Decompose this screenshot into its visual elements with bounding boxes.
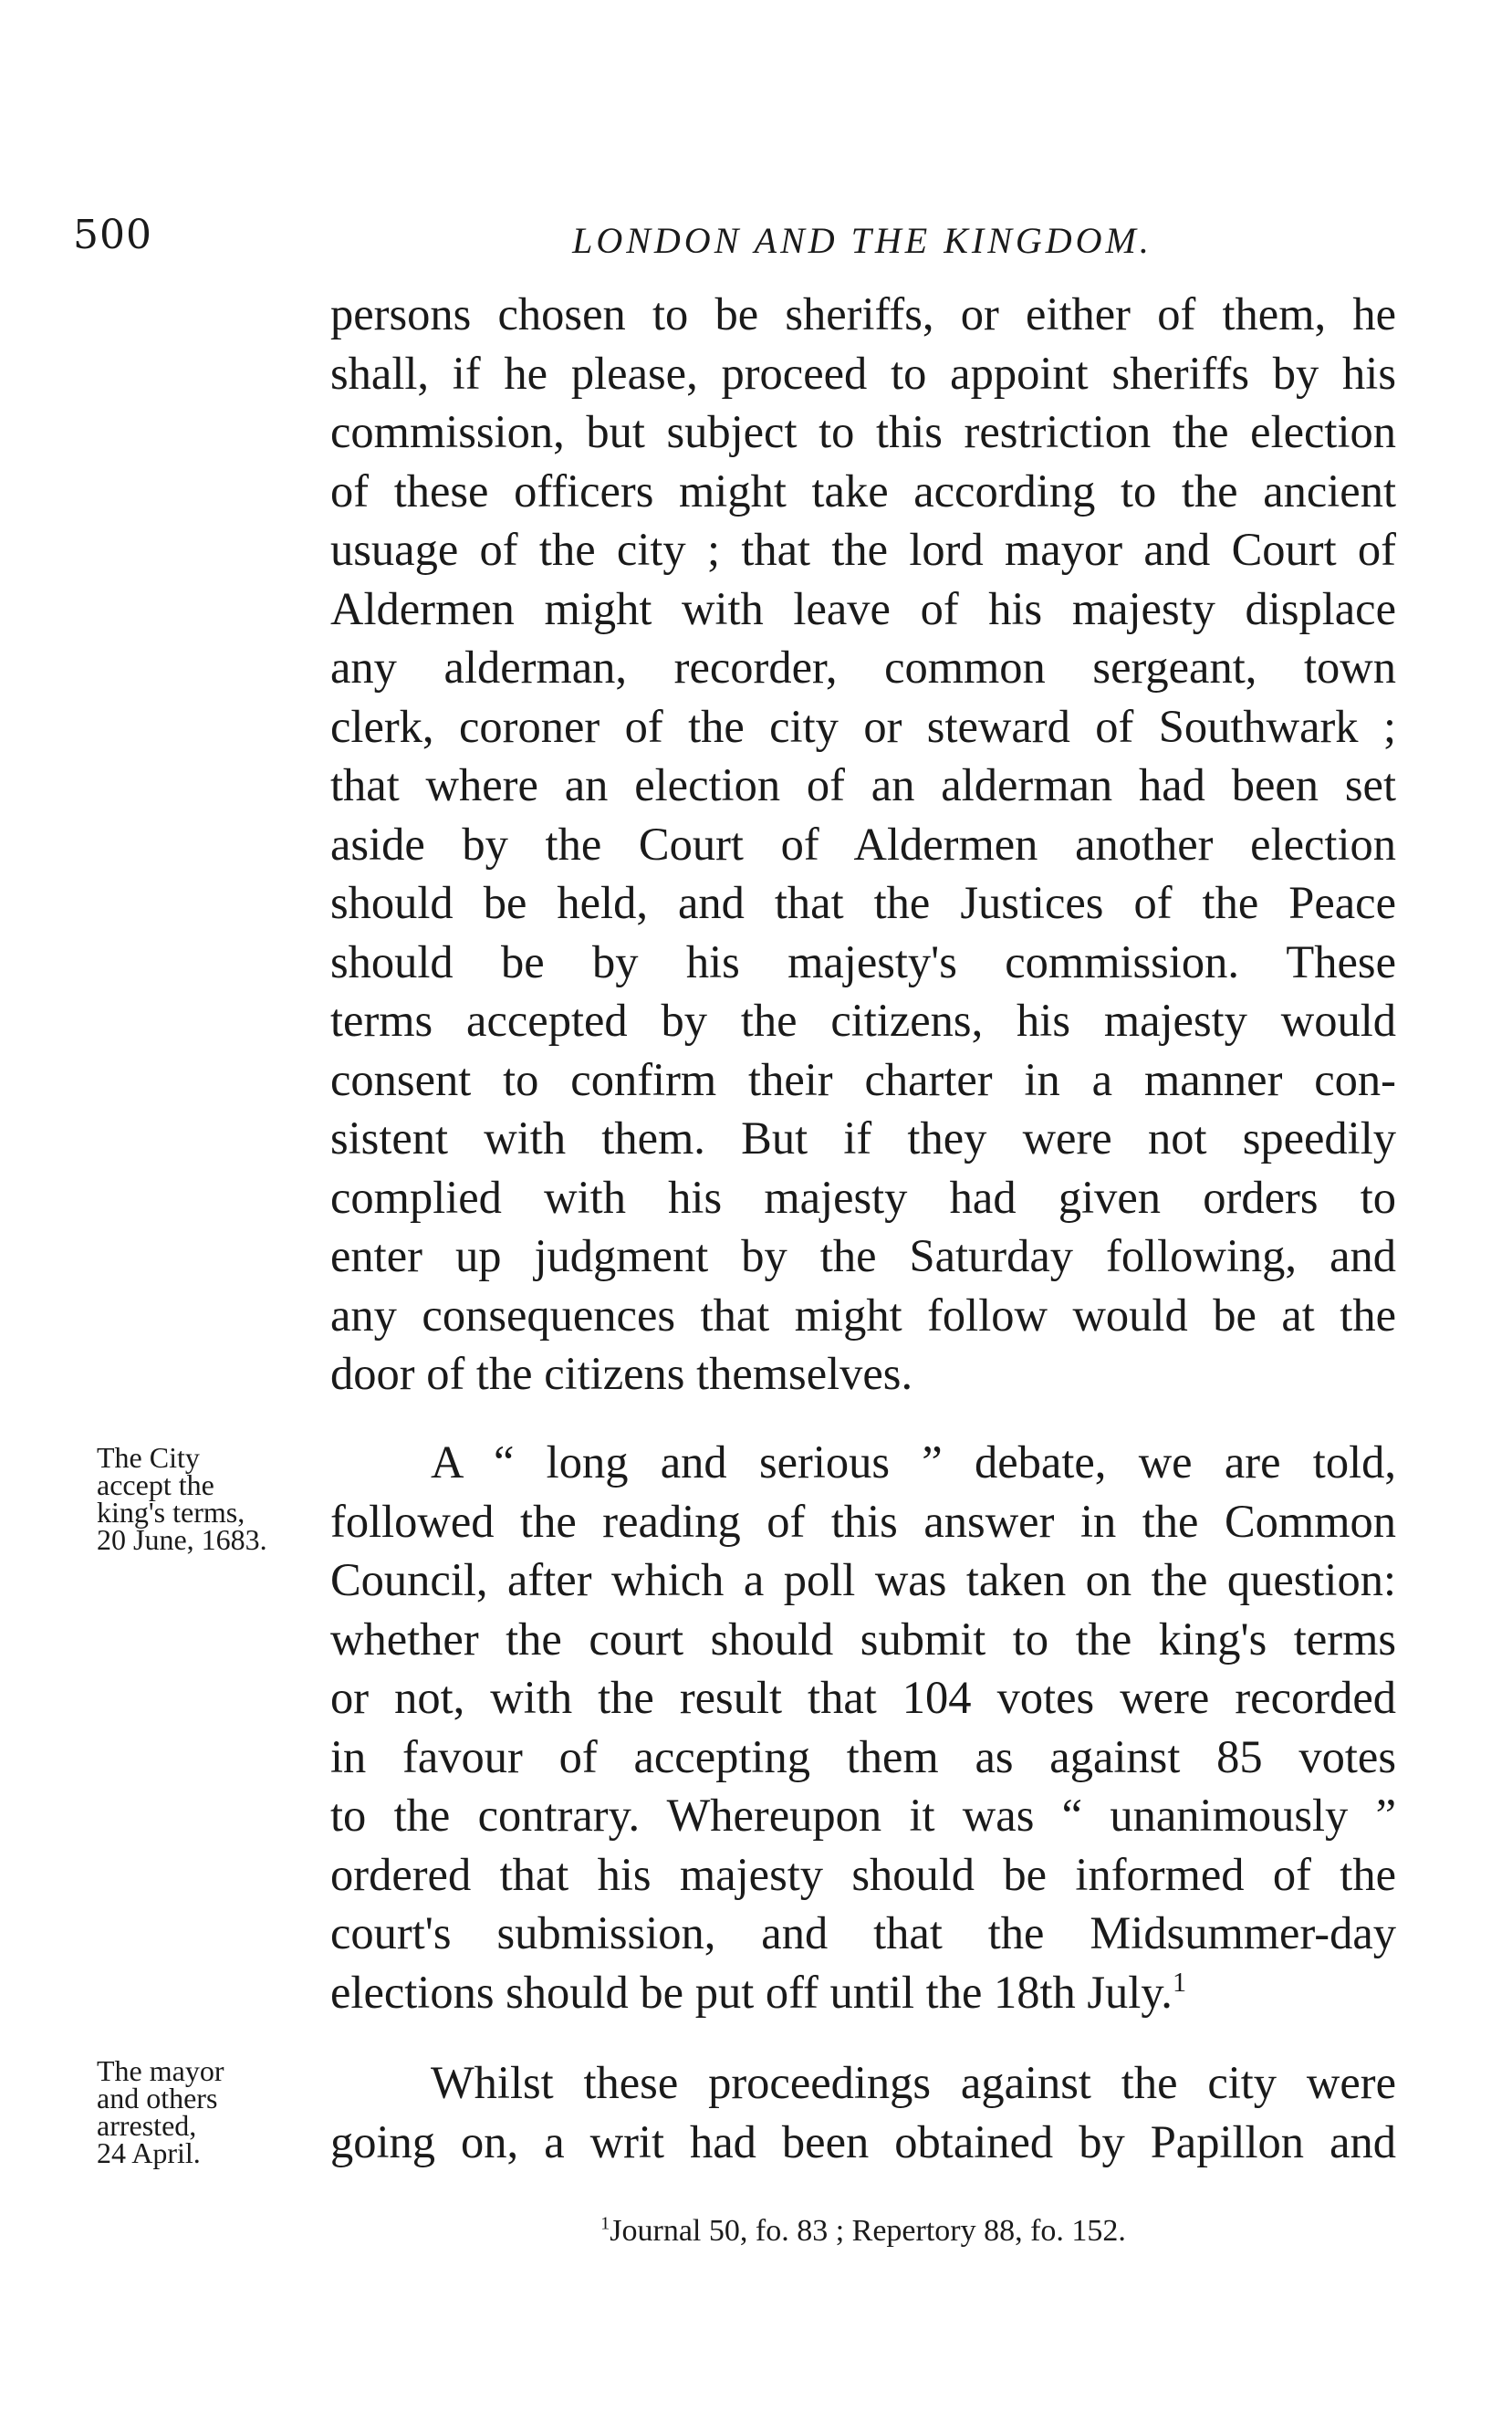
text-line: should be by his majesty's commission. These [330,935,1396,987]
running-title: LONDON AND THE KINGDOM. [572,220,1152,261]
paragraph-1 [330,285,1396,1404]
text-line: A “ long and serious ” debate, we are told, [431,1436,1396,1488]
text-line: any alderman, recorder, common sergeant, town [330,642,1396,693]
margin-note-line: arrested, [97,2109,197,2142]
text-line: in favour of accepting them as against 85 votes [330,1730,1396,1782]
footnote-ref: 1 [1172,1966,1187,1998]
text-line: complied with his majesty had given orders to [330,1171,1396,1223]
footnote-marker: 1 [600,2213,610,2234]
text-line: shall, if he please, proceed to appoint sheriffs by his [330,347,1396,399]
margin-note-line: The mayor [97,2054,224,2087]
text-line: or not, with the result that 104 votes were recorded [330,1672,1396,1723]
margin-note-line: 20 June, 1683. [97,1523,267,1556]
margin-note-line: and others [97,2082,218,2114]
text-line: going on, a writ had been obtained by Papillon and [330,2115,1396,2167]
text-line: terms accepted by the citizens, his majesty would [330,995,1396,1046]
page-number: 500 [73,212,152,258]
text-line: usuage of the city ; that the lord mayor and Court of [330,524,1396,575]
margin-note-line: king's terms, [97,1496,245,1529]
text-line: persons chosen to be sheriffs, or either of them, he [330,288,1396,339]
text-line: sistent with them. But if they were not speedily [330,1112,1396,1164]
text-line: followed the reading of this answer in the Common [330,1495,1396,1547]
footnote [330,2214,1396,2249]
text-line: Whilst these proceedings against the city were [431,2057,1396,2108]
text-line: enter up judgment by the Saturday following, and [330,1230,1396,1281]
text-line: that where an election of an alderman had been set [330,759,1396,810]
text-line: ordered that his majesty should be informed of the [330,1848,1396,1900]
margin-note-line: accept the [97,1468,214,1501]
text-line: Aldermen might with leave of his majesty displace [330,582,1396,634]
text-line-content: elections should be put off until the 18th July. [330,1966,1173,2018]
text-line: to the contrary. Whereupon it was “ unanimously ” [330,1790,1396,1841]
text-line: door of the citizens themselves. [330,1348,913,1399]
text-line: Council, after which a poll was taken on the question: [330,1554,1396,1605]
text-line [330,1963,1396,2022]
footnote-text: Journal 50, fo. 83 ; Repertory 88, fo. 152. [610,2214,1126,2248]
paragraph-3 [330,2053,1396,2171]
paragraph-2 [330,1433,1396,2021]
text-line: court's submission, and that the Midsummer-day [330,1907,1396,1958]
text-line: consent to confirm their charter in a manner con- [330,1053,1396,1105]
margin-note-line: The City [97,1441,200,1474]
text-line: should be held, and that the Justices of the Peace [330,877,1396,928]
text-line: clerk, coroner of the city or steward of Southwark ; [330,700,1396,752]
text-line: commission, but subject to this restriction the election [330,406,1396,457]
text-line: whether the court should submit to the king's terms [330,1613,1396,1665]
margin-note-mayor-arrested [97,2054,316,2169]
margin-note-city-accepts [97,1441,316,1556]
text-line: aside by the Court of Aldermen another election [330,818,1396,870]
text-line: any consequences that might follow would be at the [330,1289,1396,1341]
margin-note-line: 24 April. [97,2136,201,2169]
text-line: of these officers might take according to the ancient [330,465,1396,517]
